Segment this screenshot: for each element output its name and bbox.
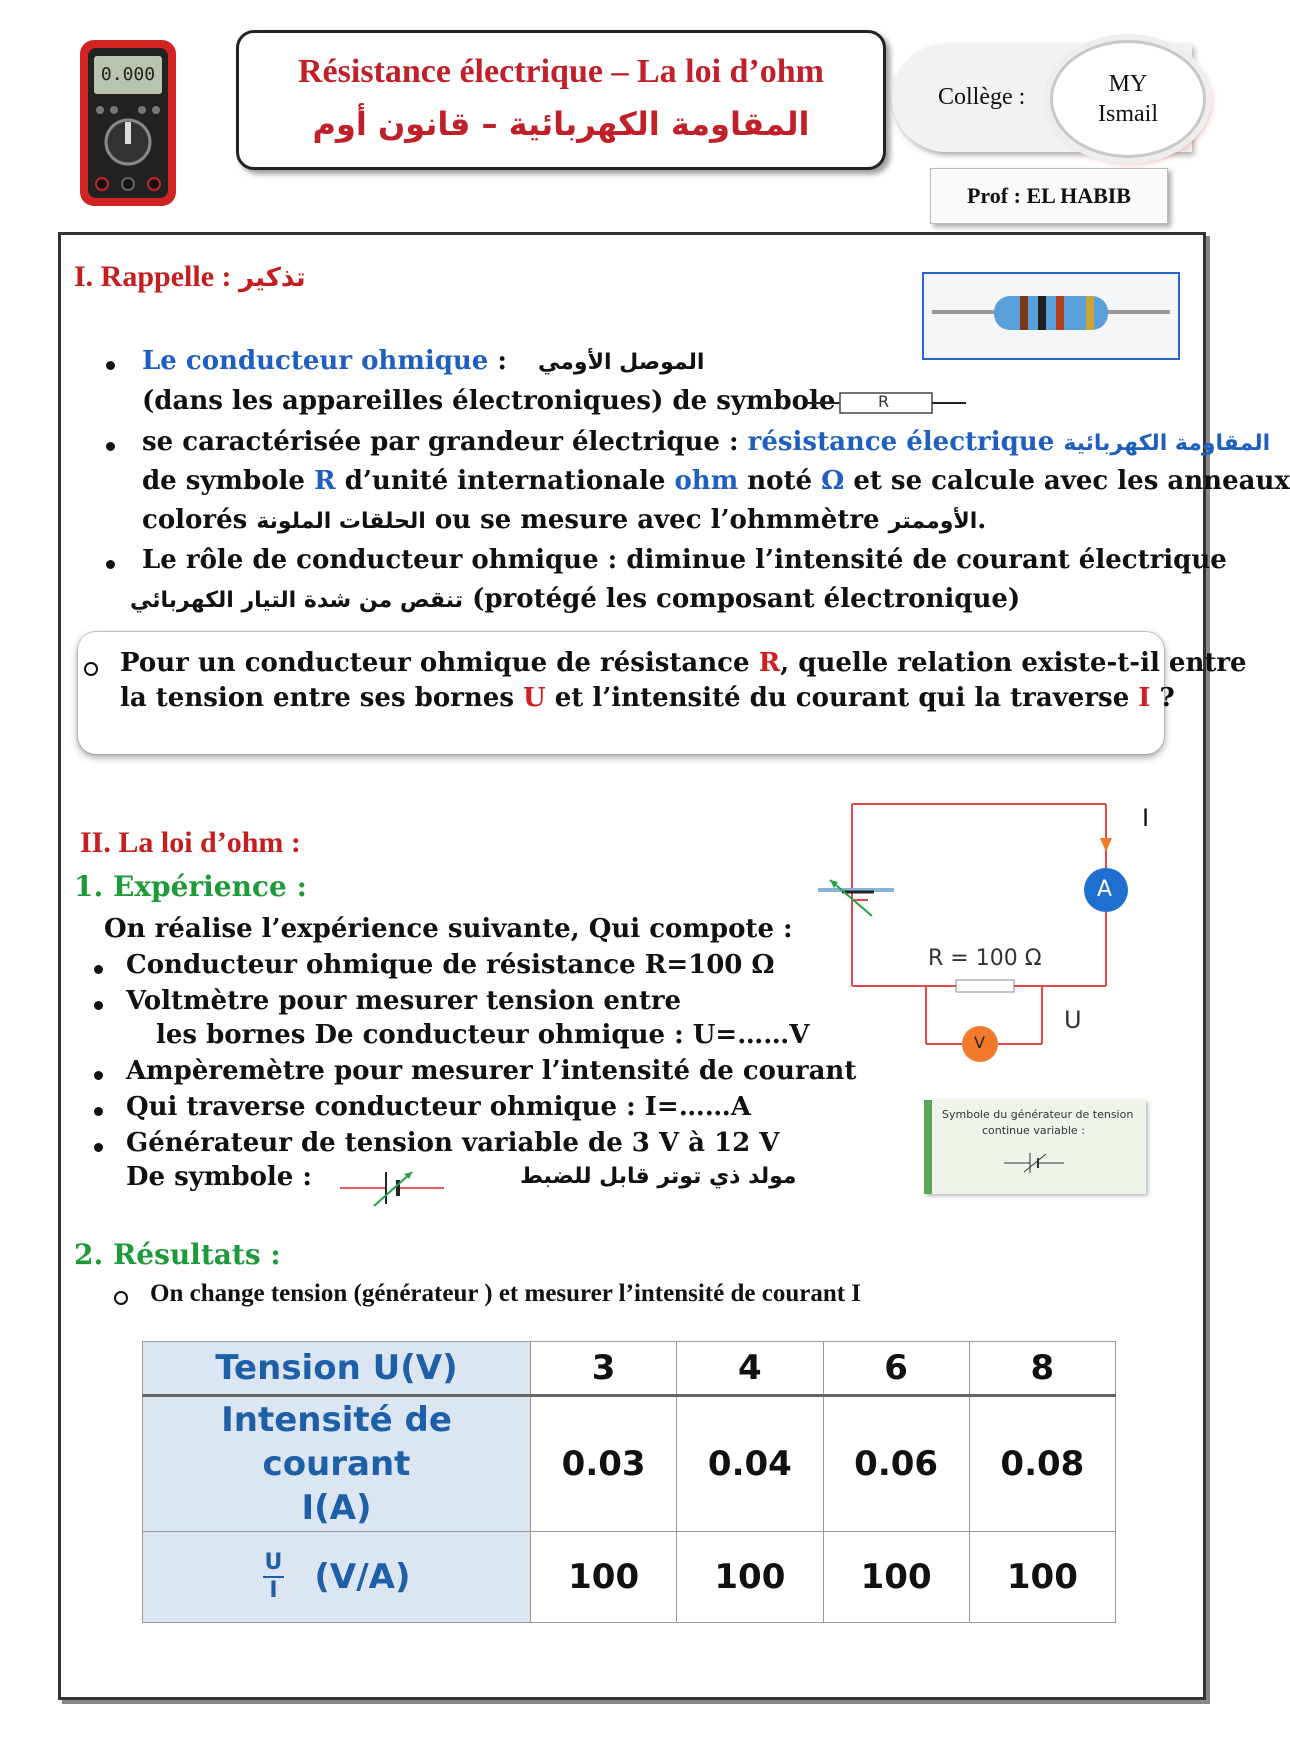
results-heading: 2. Résultats : [74, 1238, 281, 1271]
bullet2-line3: colorés الحلقات الملونة ou se mesure avec l’ohmmètre الأوممتر. [142, 505, 987, 535]
ratio-cell: 100 [969, 1532, 1115, 1623]
bullet1-line2: (dans les appareilles électroniques) de symbole [142, 386, 836, 416]
college-name-line1: MY [1108, 71, 1148, 97]
college-name-line2: Ismail [1098, 101, 1158, 127]
exp-item-5: Générateur de tension variable de 3 V à 12 V [126, 1128, 780, 1158]
generator-arabic: مولد ذي توتر قابل للضبط [520, 1164, 797, 1189]
exp-item-3: Ampèremètre pour mesurer l’intensité de courant [126, 1056, 857, 1086]
intensity-cell: 0.06 [823, 1396, 969, 1532]
page-title-arabic: المقاومة الكهربائية – قانون أوم [312, 105, 810, 143]
tension-cell: 8 [969, 1342, 1115, 1396]
title-box [236, 30, 886, 170]
question-line2: la tension entre ses bornes U et l’intensité du courant qui la traverse I ? [120, 683, 1175, 713]
intensity-cell: 0.03 [531, 1396, 677, 1532]
exp-item-2: Voltmètre pour mesurer tension entre [126, 986, 682, 1016]
voltmeter-label: V [974, 1033, 985, 1052]
results-intro: On change tension (générateur ) et mesurer l’intensité de courant I [150, 1280, 862, 1307]
page-title: Résistance électrique – La loi d’ohm [298, 53, 824, 90]
ratio-denominator: I [269, 1578, 278, 1603]
resistor-photo [922, 272, 1180, 360]
exp-item-4: Qui traverse conducteur ohmique : I=……A [126, 1092, 751, 1122]
ratio-cell: 100 [677, 1532, 823, 1623]
circuit-U-label: U [1064, 1006, 1082, 1034]
experience-heading: 1. Expérience : [74, 870, 307, 903]
ratio-header [143, 1532, 531, 1623]
tension-cell: 6 [823, 1342, 969, 1396]
exp-item-1: Conducteur ohmique de résistance R=100 Ω [126, 950, 775, 980]
table-row-tension [143, 1342, 1116, 1396]
table-row-intensity [143, 1396, 1116, 1532]
bullet3-line2: تنقص من شدة التيار الكهربائي (protégé les composant électronique) [130, 584, 1021, 614]
generator-symbol [340, 1166, 444, 1212]
question-line1: Pour un conducteur ohmique de résistance R, quelle relation existe-t-il entre [120, 648, 1247, 678]
experience-intro: On réalise l’expérience suivante, Qui compote : [104, 914, 793, 944]
intensity-cell: 0.04 [677, 1396, 823, 1532]
ratio-unit: (V/A) [314, 1557, 411, 1597]
bullet3-line1: Le rôle de conducteur ohmique : diminue l’intensité de courant électrique [142, 545, 1227, 575]
intensity-header [143, 1396, 531, 1532]
bullet1-line1: Le conducteur ohmique : الموصل الأومي [142, 346, 705, 376]
symbol-box-line2: continue variable : [982, 1124, 1085, 1137]
ratio-cell: 100 [531, 1532, 677, 1623]
multimeter-image [78, 38, 178, 208]
circuit-I-label: I [1142, 804, 1150, 832]
circuit-R-label: R = 100 Ω [928, 946, 1042, 971]
multimeter-display: 0.000 [100, 64, 156, 85]
resistor-symbol [806, 390, 966, 416]
ratio-numerator: U [263, 1550, 285, 1578]
college-name-badge [1050, 40, 1206, 158]
section1-heading-arabic: تذكير [239, 263, 306, 293]
symbol-label: De symbole : [126, 1162, 312, 1192]
circuit-diagram [808, 800, 1168, 1090]
intensity-header-line1: Intensité de courant [221, 1400, 452, 1484]
prof-name: Prof : EL HABIB [930, 168, 1168, 224]
ratio-cell: 100 [823, 1532, 969, 1623]
tension-header: Tension U(V) [143, 1342, 531, 1396]
intensity-header-line2: I(A) [301, 1488, 372, 1528]
symbol-box-line1: Symbole du générateur de tension [942, 1108, 1134, 1121]
generator-symbol-box [924, 1100, 1146, 1194]
ammeter-label: A [1097, 877, 1113, 902]
results-table [142, 1341, 1116, 1623]
college-label: Collège : [938, 84, 1026, 110]
intensity-cell: 0.08 [969, 1396, 1115, 1532]
bullet2-line2: de symbole R d’unité internationale ohm noté Ω et se calcule avec les anneaux [142, 466, 1290, 496]
section1-heading: I. Rappelle : تذكير [74, 260, 306, 293]
section2-heading: II. La loi d’ohm : [80, 826, 301, 859]
tension-cell: 4 [677, 1342, 823, 1396]
exp-item-2-cont: les bornes De conducteur ohmique : U=……V [156, 1020, 810, 1050]
table-row-ratio [143, 1532, 1116, 1623]
tension-cell: 3 [531, 1342, 677, 1396]
bullet2-line1: se caractérisée par grandeur électrique : résistance électrique المقاومة الكهربائية [142, 427, 1271, 457]
resistor-symbol-label: R [878, 392, 890, 411]
